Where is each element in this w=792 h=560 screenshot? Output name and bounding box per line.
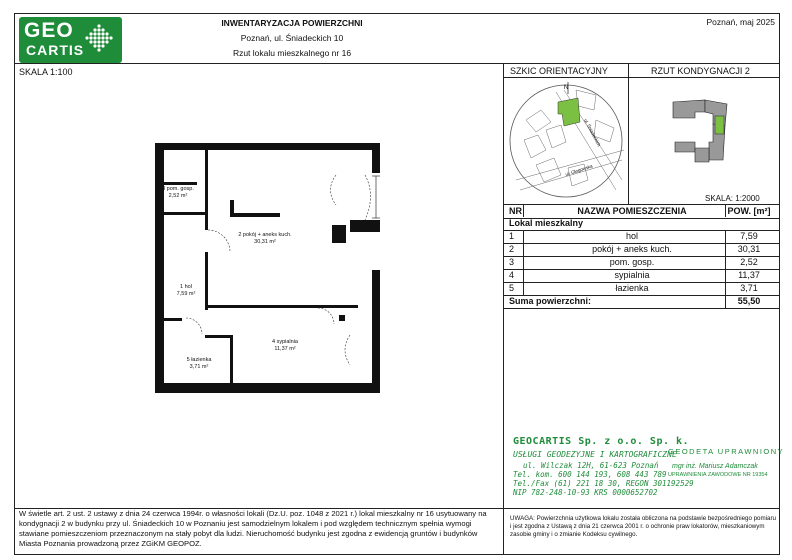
street-label-2: ul. Głogowska [564,163,594,177]
room-label-2-area: 30,31 m² [254,239,276,245]
plan-scale: SKALA 1:100 [19,67,73,77]
orientation-sketch [506,80,626,202]
table-row [503,230,779,244]
table-divider [523,230,524,295]
room-label-3 [150,186,206,200]
building-highlight [558,98,580,126]
row-name: pom. gosp. [609,257,655,267]
row-name: łazienka [615,283,649,293]
room-label-5 [172,357,226,371]
document-title: INWENTARYZACJA POWIERZCHNI [221,18,363,28]
surveyor-title: GEODETA UPRAWNIONY [668,447,785,456]
floor-overview [665,90,745,170]
table-row [503,256,779,270]
logo-top-text: GEO [24,19,74,42]
logo-bottom-text: CARTIS [26,42,85,58]
room-label-5-area: 3,71 m² [189,364,209,370]
sketch-title: SZKIC ORIENTACYJNY [510,66,608,76]
total-label: Suma powierzchni: [509,296,592,306]
panel-header-line [503,77,779,78]
col-area: POW. [m²] [727,206,771,216]
row-name: sypialnia [614,270,650,280]
row-nr: 2 [509,244,515,254]
room-label-1-name: 1 hol [180,284,192,290]
row-area: 30,31 [737,244,761,254]
footer-column-divider [503,508,504,555]
room-label-1-area: 7,59 m² [176,291,196,297]
row-area: 3,71 [740,283,758,293]
row-area: 11,37 [738,270,760,280]
plan-walls [155,143,380,393]
surveyor-license: UPRAWNIENIA ZAWODOWE NR 19354 [668,472,768,478]
table-row [503,269,779,283]
company-nip: NIP 782-248-10-93 KRS 0000652702 [513,488,658,497]
room-label-3-name: 3 pom. gosp. [162,186,194,192]
room-label-1 [166,284,206,298]
area-note: UWAGA: Powierzchnia użytkowa lokalu została obliczona na podstawie bezpośredniego pomiaru i jest zgodna z Ustawą z dnia 21 czerwca 2001 r. o ochronie praw lokatorów, mieszkaniowym zasobie gminy i o zmianie Kodeksu cywilnego. [510,515,776,538]
north-label: N [564,85,569,91]
legal-note: W świetle art. 2 ust. 2 ustawy z dnia 24 czerwca 1994r. o własności lokali (Dz.U. poz. 1048 z 2021 r.) lokal mieszkalny nr 16 usytuowany na kondygnacji 2 w budynku przy ul. Śniadeckich 10 w Poznaniu jest samodzielnym lokalem i pod względem technicznym spełnia wymogi stawiane pomieszczeniom przeznaczonym na stały pobyt dla ludzi. Nieruchomość budynku jest zgodna z ewidencją gruntów i budynków Miasta Poznania prowadzoną przez ZGiKM GEOPOZ. [19,509,487,548]
room-label-4-area: 11,37 m² [274,346,296,352]
table-row [503,243,779,257]
company-fax: Tel./Fax (61) 221 18 30, REGON 301192529 [513,479,694,488]
table-group [503,217,779,231]
surveyor-name: mgr inż. Mariusz Adamczak [672,463,758,470]
row-name: pokój + aneks kuch. [592,244,672,254]
document-address: Poznań, ul. Śniadeckich 10 [240,33,344,43]
company-phone: Tel. kom. 600 144 193, 608 443 789 [513,470,667,479]
table-row [503,282,779,296]
row-area: 2,52 [740,257,758,267]
room-label-5-name: 5 łazienka [186,357,212,363]
unit-highlight [715,116,724,134]
table-divider [523,204,524,217]
room-label-4-name: 4 sypialnia [272,339,298,345]
panel-divider [628,63,629,204]
room-label-2 [220,232,310,246]
street-label-1: ul. Śniadeckich [583,118,602,148]
document-subtitle: Rzut lokalu mieszkalnego nr 16 [232,48,352,58]
window-marks [372,176,380,218]
group-label: Lokal mieszkalny [509,218,584,228]
room-label-4 [255,339,315,353]
room-label-3-area: 2,52 m² [168,193,188,199]
row-nr: 3 [509,257,515,267]
row-nr: 5 [509,283,515,293]
table-total [503,295,779,309]
row-nr: 4 [509,270,515,280]
company-services: USŁUGI GEODEZYJNE I KARTOGRAFICZNE [513,450,677,459]
floor-scale: SKALA: 1:2000 [705,194,760,203]
company-street: ul. Wilczak 12H, 61-623 Poznań [523,461,659,470]
company-name: GEOCARTIS Sp. z o.o. Sp. k. [513,436,690,447]
room-label-2-name: 2 pokój + aneks kuch. [238,232,292,238]
header-divider [14,63,780,64]
table-divider [725,204,726,217]
document-date: Poznań, maj 2025 [706,17,775,27]
row-name: hol [625,231,638,241]
row-nr: 1 [509,231,515,241]
total-value: 55,50 [737,296,761,306]
floor-title: RZUT KONDYGNACJI 2 [651,66,750,76]
row-area: 7,59 [740,231,758,241]
geocartis-logo [19,17,122,63]
col-name: NAZWA POMIESZCZENIA [577,206,687,216]
logo-dots-icon [81,23,117,57]
table-divider [725,230,726,308]
col-nr: NR [509,206,522,216]
